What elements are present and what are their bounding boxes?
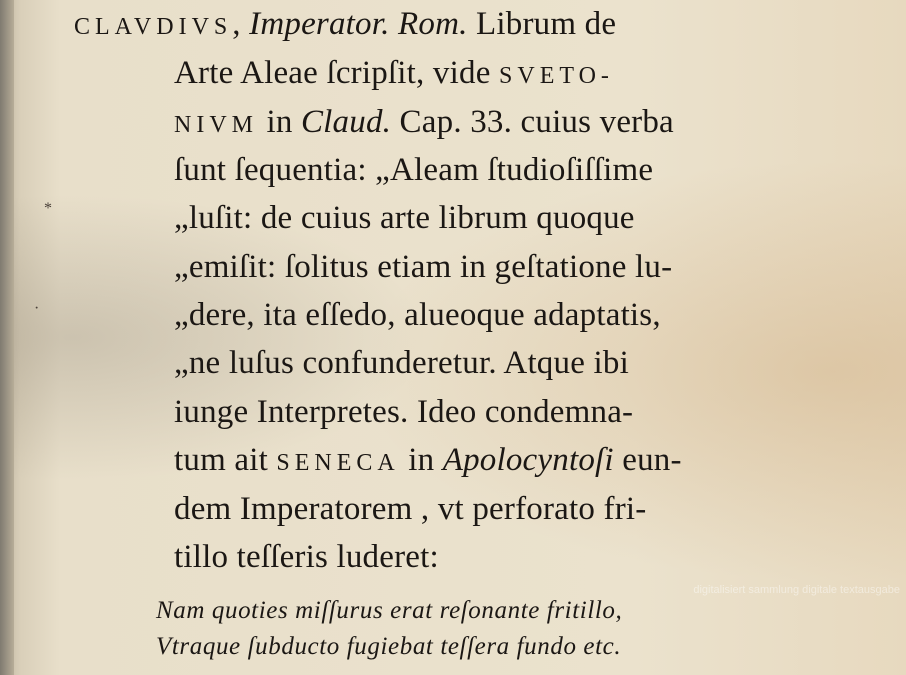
text-line-12: tillo teſſeris luderet: bbox=[174, 539, 439, 575]
text-line-1: CLAVDIVS, Imperator. Rom. Librum de bbox=[74, 6, 617, 42]
text-line-11: dem Imperatorem , vt perforato fri- bbox=[174, 491, 647, 527]
ink-speck: · bbox=[34, 300, 40, 317]
author-name: CLAVDIVS bbox=[74, 14, 233, 40]
author-title: Imperator. Rom. bbox=[249, 6, 468, 42]
text-line-3: NIVM in Claud. Cap. 33. cuius verba bbox=[174, 104, 674, 140]
text-line-7: „dere, ita eſſedo, alueoque adaptatis, bbox=[174, 297, 661, 333]
ink-speck: * bbox=[44, 200, 52, 217]
reference-author: SVETO- bbox=[499, 63, 614, 89]
text-line-9: iunge Interpretes. Ideo condemna- bbox=[174, 394, 634, 430]
text-line-8: „ne luſus confunderetur. Atque ibi bbox=[174, 345, 629, 381]
verse-line-2: Vtraque ſubducto fugiebat teſſera fundo etc. bbox=[156, 633, 622, 660]
cited-author: SENECA bbox=[276, 450, 400, 476]
verse-line-1: Nam quoties miſſurus erat reſonante fritillo, bbox=[156, 597, 623, 624]
text-line-5: „luſit: de cuius arte librum quoque bbox=[174, 200, 635, 236]
watermark: digitalisiert sammlung digitale textausgabe bbox=[693, 584, 900, 596]
text-line-4: ſunt ſequentia: „Aleam ſtudioſiſſime bbox=[174, 152, 654, 188]
text-line-6: „emiſit: ſolitus etiam in geſtatione lu- bbox=[174, 249, 673, 285]
cited-work: Apolocyntoſi bbox=[442, 442, 614, 478]
text-line-10: tum ait SENECA in Apolocyntoſi eun- bbox=[174, 442, 682, 478]
text-line-2: Arte Aleae ſcripſit, vide SVETO- bbox=[174, 55, 614, 91]
book-gutter bbox=[0, 0, 14, 675]
